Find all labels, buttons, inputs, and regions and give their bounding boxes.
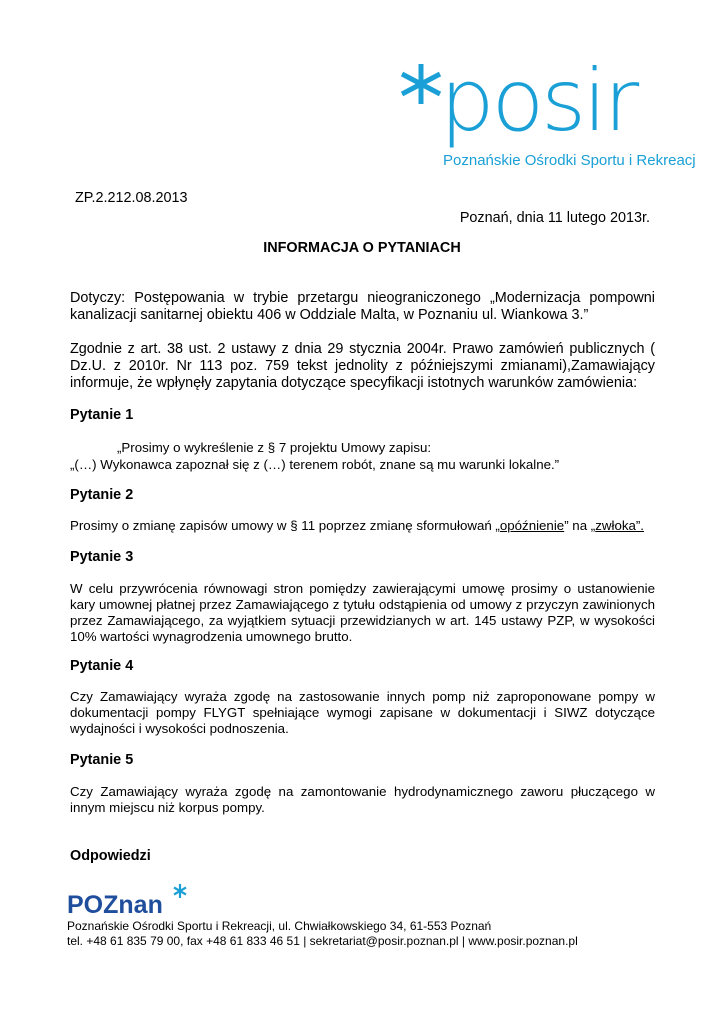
question-1-heading: Pytanie 1	[70, 407, 134, 423]
logo-star-icon	[399, 62, 443, 106]
term-zwloka: zwłoka”.	[595, 518, 645, 533]
document-title: INFORMACJA O PYTANIACH	[263, 240, 461, 256]
reference-number: ZP.2.212.08.2013	[75, 190, 188, 206]
footer-address: Poznańskie Ośrodki Sportu i Rekreacji, ul. Chwiałkowskiego 34, 61-553 Poznań	[67, 919, 492, 933]
question-2-heading: Pytanie 2	[70, 487, 134, 503]
poznan-logo-text: POZnan	[67, 891, 163, 918]
subject-paragraph: Dotyczy: Postępowania w trybie przetargu nieograniczonego „Modernizacja pompowni kanalizacji sanitarnej obiektu 406 w Oddziale Malta, w Poznaniu ul. Wiankowa 3.”	[70, 290, 655, 323]
question-1-line-2: „(…) Wykonawca zapoznał się z (…) terenem robót, znane są mu warunki lokalne.”	[70, 457, 560, 472]
question-5-heading: Pytanie 5	[70, 752, 134, 768]
question-2-text: Prosimy o zmianę zapisów umowy w § 11 poprzez zmianę sformułowań „opóźnienie” na „zwłoka”.	[70, 518, 645, 533]
question-3-text: W celu przywrócenia równowagi stron pomiędzy zawierającymi umowę prosimy o ustanowienie kary umownej płatnej przez Zamawiającego z tytułu odstąpienia od umowy z przyczyn zawinionych przez Zamawiającego, za wyjątkiem sytuacji przewidzianych w art. 145 ustawy PZP, w wysokości 10% wartości wynagrodzenia umownego brutto.	[70, 581, 655, 644]
question-4-text: Czy Zamawiający wyraża zgodę na zastosowanie innych pomp niż zaproponowane pompy w dokumentacji pompy FLYGT spełniające wymogi zapisane w dokumentacji i SIWZ dotyczące wydajności i wysokości podnoszenia.	[70, 689, 655, 736]
question-4-heading: Pytanie 4	[70, 658, 134, 674]
answers-heading: Odpowiedzi	[70, 848, 151, 864]
question-1-line-1: „Prosimy o wykreślenie z § 7 projektu Umowy zapisu:	[117, 440, 432, 455]
poznan-logo	[67, 884, 192, 918]
posir-logo-subtitle: Poznańskie Ośrodki Sportu i Rekreacj	[443, 152, 696, 169]
term-opoznienie: opóźnienie	[499, 518, 565, 533]
intro-paragraph: Zgodnie z art. 38 ust. 2 ustawy z dnia 29 stycznia 2004r. Prawo zamówień publicznych ( Dz.U. z 2010r. Nr 113 poz. 759 tekst jednolity z późniejszymi zmianami),Zamawiający informuje, że wpłynęły zapytania dotyczące specyfikacji istotnych warunków zamówienia:	[70, 341, 655, 391]
posir-logo: posir	[440, 51, 637, 151]
poznan-star-icon	[174, 884, 186, 898]
question-3-heading: Pytanie 3	[70, 549, 134, 565]
footer-contact: tel. +48 61 835 79 00, fax +48 61 833 46 51 | sekretariat@posir.poznan.pl | www.posir.poznan.pl	[67, 934, 578, 948]
question-5-text: Czy Zamawiający wyraża zgodę na zamontowanie hydrodynamicznego zaworu płuczącego w innym miejscu niż korpus pompy.	[70, 784, 655, 815]
place-date: Poznań, dnia 11 lutego 2013r.	[459, 210, 650, 226]
